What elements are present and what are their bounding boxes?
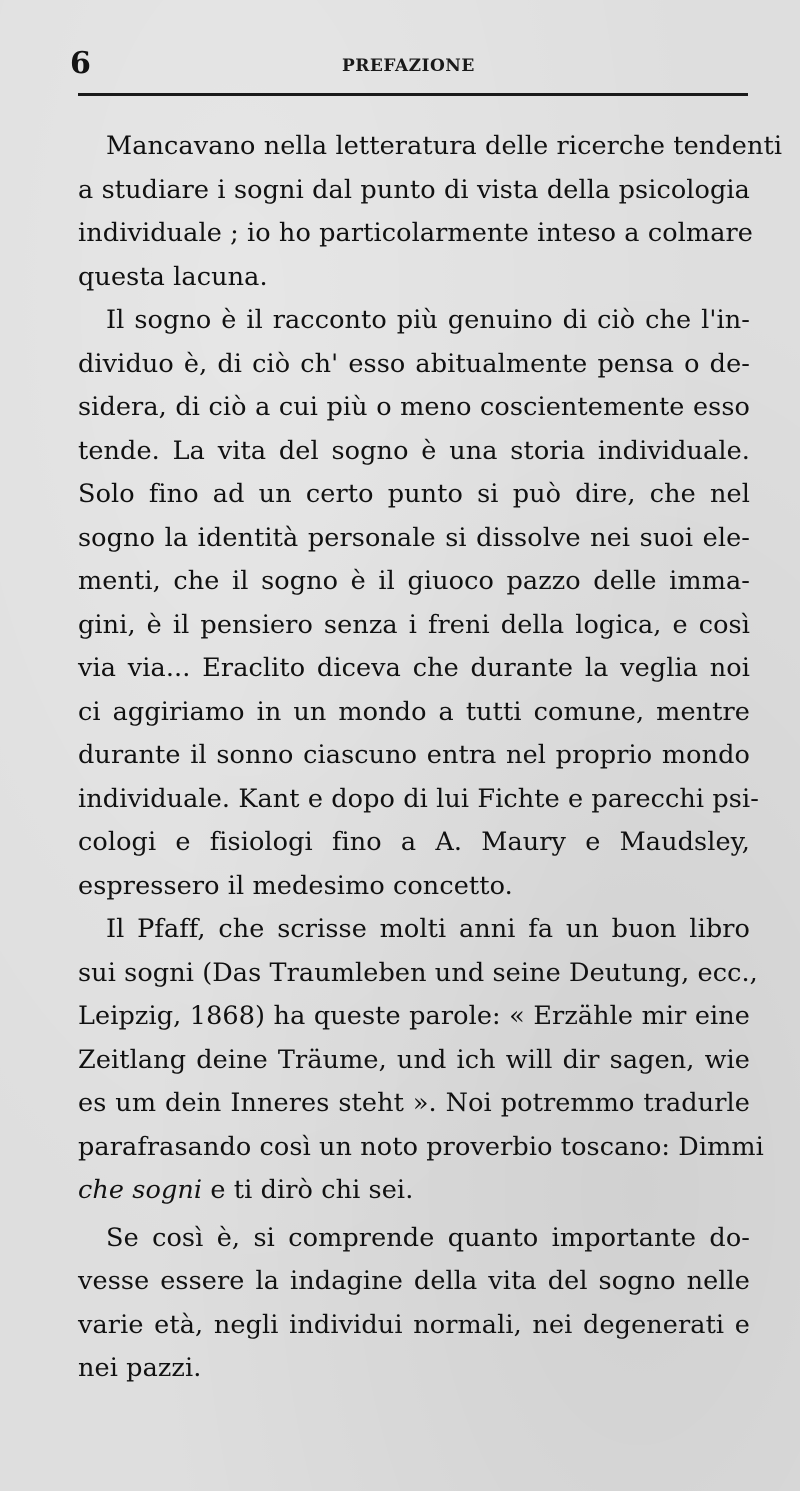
paragraph [78,299,759,908]
running-head: PREFAZIONE [342,56,475,76]
text-line: cologi e fisiologi fino a A. Maury e Maudsley, [78,827,750,857]
text-line: questa lacuna. [78,261,268,292]
text-line: Mancavano nella letteratura delle ricerche tendenti [106,131,783,161]
text-line: menti, che il sogno è il giuoco pazzo delle imma- [78,566,750,596]
text-line: sogno la identità personale si dissolve nei suoi ele- [78,522,750,553]
text-line: Se così è, si comprende quanto importante do- [106,1222,750,1253]
text-line: varie età, negli individui normali, nei degenerati e [78,1309,750,1340]
text-line: dividuo è, di ciò ch' esso abitualmente pensa o de- [78,348,750,379]
text-line: Zeitlang deine Träume, und ich will dir sagen, wie [78,1044,750,1075]
text-line: individuale ; io ho particolarmente inteso a colmare [78,218,753,248]
text-line: sui sogni (Das Traumleben und seine Deutung, ecc., [78,957,758,988]
text-line: via via... Eraclito diceva che durante la veglia noi [78,653,750,683]
paragraph [78,125,783,299]
text-line [78,1169,750,1213]
page-header [70,44,750,84]
paragraph [78,1217,750,1391]
paragraph [78,908,764,1213]
text-fragment: e ti dirò chi sei. [202,1175,414,1205]
text-line: tende. La vita del sogno è una storia individuale. [78,435,750,466]
text-line: ci aggiriamo in un mondo a tutti comune, mentre [78,696,750,727]
text-line: Il sogno è il racconto più genuino di ciò che l'in- [106,305,750,335]
text-line: Solo fino ad un certo punto si può dire, che nel [78,479,750,509]
page-number: 6 [70,46,91,81]
text-line: espressero il medesimo concetto. [78,870,513,901]
text-line: nei pazzi. [78,1353,202,1383]
text-line: gini, è il pensiero senza i freni della logica, e così [78,609,750,640]
page-body [78,125,783,1391]
text-line: Leipzig, 1868) ha queste parole: « Erzähle mir eine [78,1001,750,1031]
text-line: parafrasando così un noto proverbio toscano: Dimmi [78,1131,764,1162]
text-line: Il Pfaff, che scrisse molti anni fa un buon libro [106,914,750,944]
text-line: sidera, di ciò a cui più o meno coscientemente esso [78,392,750,422]
text-line: a studiare i sogni dal punto di vista della psicologia [78,174,750,205]
text-line: individuale. Kant e dopo di lui Fichte e parecchi psi- [78,783,759,814]
text-line: es um dein Inneres steht ». Noi potremmo tradurle [78,1088,750,1118]
italic-text: che sogni [78,1175,203,1205]
text-line: vesse essere la indagine della vita del sogno nelle [78,1266,750,1296]
header-rule [78,93,748,96]
text-line: durante il sonno ciascuno entra nel proprio mondo [78,740,750,770]
